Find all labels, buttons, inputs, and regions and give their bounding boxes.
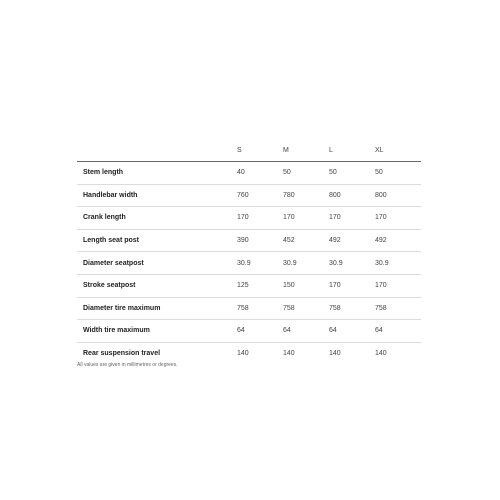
cell-value: 140 [237, 350, 249, 358]
header-label-cell [77, 140, 237, 162]
table-row [77, 274, 421, 297]
cell-value: 50 [283, 162, 329, 185]
cell-value: 758 [283, 297, 329, 320]
cell-value: 150 [283, 274, 329, 297]
row-label: Rear suspension travel [83, 350, 161, 358]
size-header-l: L [329, 140, 375, 162]
table-row [77, 320, 421, 343]
cell-value: 758 [329, 297, 375, 320]
size-header-m: M [283, 140, 329, 162]
cell-value: 140 [329, 350, 341, 358]
cell-value: 170 [329, 274, 375, 297]
cell-value: 30.9 [237, 252, 283, 275]
cell-value: 50 [329, 162, 375, 185]
cell-value: 64 [375, 320, 421, 343]
row-label: Diameter tire maximum [77, 297, 237, 320]
row-label: Crank length [77, 207, 237, 230]
cell-value: 140 [375, 350, 387, 358]
cell-value: 800 [329, 184, 375, 207]
row-label: Stem length [77, 162, 237, 185]
cell-value: 170 [283, 207, 329, 230]
cell-value: 170 [375, 274, 421, 297]
table-header-row [77, 140, 421, 162]
row-label: Width tire maximum [77, 320, 237, 343]
cell-value: 140 [283, 350, 295, 358]
cell-value: 492 [329, 229, 375, 252]
row-label: Handlebar width [77, 184, 237, 207]
cell-value: 760 [237, 184, 283, 207]
row-label: Length seat post [77, 229, 237, 252]
table-footnote: All values are given in millimetres or degrees. [77, 362, 178, 368]
cell-value: 390 [237, 229, 283, 252]
cell-value: 30.9 [375, 252, 421, 275]
cell-value: 30.9 [283, 252, 329, 275]
cell-value: 40 [237, 162, 283, 185]
cell-value: 492 [375, 229, 421, 252]
cell-value: 50 [375, 162, 421, 185]
cell-value: 30.9 [329, 252, 375, 275]
cell-value: 170 [329, 207, 375, 230]
cell-value: 800 [375, 184, 421, 207]
cell-value: 64 [283, 320, 329, 343]
size-header-xl: XL [375, 140, 421, 162]
cell-value: 758 [237, 297, 283, 320]
cell-value: 452 [283, 229, 329, 252]
cell-value: 125 [237, 274, 283, 297]
table-row [77, 229, 421, 252]
table-row [77, 184, 421, 207]
cell-value: 758 [375, 297, 421, 320]
cell-value: 170 [237, 207, 283, 230]
cell-value: 64 [329, 320, 375, 343]
size-header-s: S [237, 140, 283, 162]
table-row [77, 252, 421, 275]
table-row [77, 207, 421, 230]
row-label: Diameter seatpost [77, 252, 237, 275]
cell-value: 780 [283, 184, 329, 207]
row-label: Stroke seatpost [77, 274, 237, 297]
cell-value: 170 [375, 207, 421, 230]
table-row [77, 162, 421, 185]
geometry-table [77, 140, 421, 364]
table-row [77, 297, 421, 320]
cell-value: 64 [237, 320, 283, 343]
